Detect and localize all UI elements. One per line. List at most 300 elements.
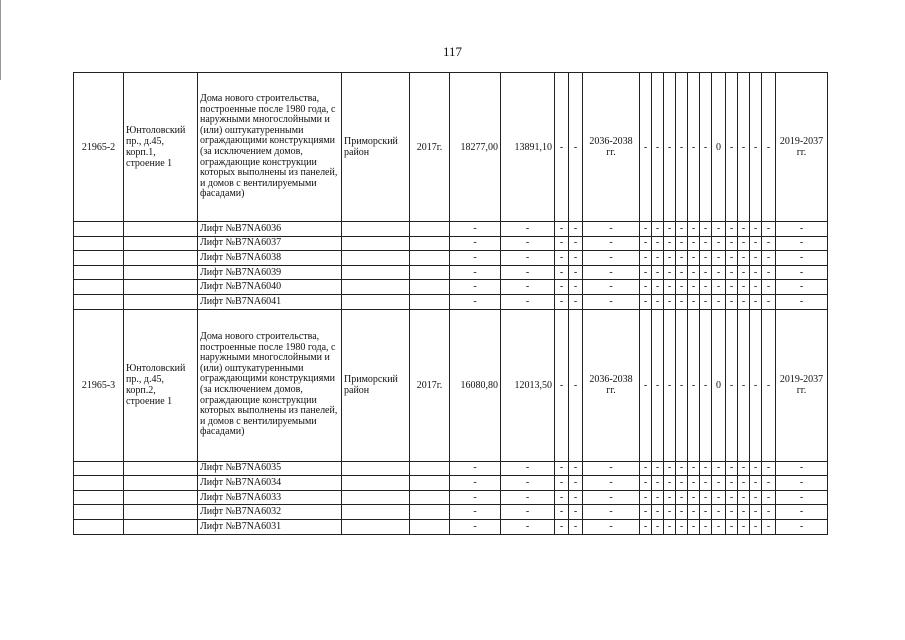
address: Юнтоловский пр., д.45, корп.1, строение 1 [124,73,198,222]
dash-cell: - [750,222,762,237]
dash-cell: - [738,476,750,491]
dash-cell: - [700,309,712,461]
dash-cell: - [738,505,750,520]
record-id: 21965-2 [74,73,124,222]
dash-cell: - [688,505,700,520]
lift-row [74,236,828,251]
dash-cell: - [726,73,738,222]
dash-cell: - [583,265,640,280]
dash-cell: - [776,461,828,476]
empty-cell [74,251,124,266]
dash-cell: - [664,73,676,222]
empty-cell [124,461,198,476]
dash-cell: - [652,476,664,491]
empty-cell [410,222,450,237]
record-row [74,309,828,461]
dash-cell: - [738,309,750,461]
dash-cell: - [688,280,700,295]
dash-cell: - [555,236,569,251]
record-row [74,73,828,222]
dash-cell: - [569,251,583,266]
empty-cell [124,251,198,266]
dash-cell: - [726,222,738,237]
lift-name: Лифт №B7NA6032 [198,505,342,520]
empty-cell [342,222,410,237]
table-body [74,73,828,535]
empty-cell [124,476,198,491]
dash-cell: - [640,294,652,309]
dash-cell: - [762,280,776,295]
dash-cell: - [569,505,583,520]
dash-cell: - [676,73,688,222]
dash-cell: - [738,294,750,309]
dash-cell: - [738,265,750,280]
dash-cell: - [583,490,640,505]
district: Приморский район [342,73,410,222]
dash-cell: - [450,280,501,295]
empty-cell [74,519,124,534]
dash-cell: - [676,265,688,280]
dash-cell: - [688,490,700,505]
dash-cell: - [726,251,738,266]
zero-cell: 0 [712,309,726,461]
dash-cell: - [555,294,569,309]
empty-cell [124,222,198,237]
dash-cell: - [569,309,583,461]
dash-cell: - [640,519,652,534]
dash-cell: - [750,280,762,295]
dash-cell: - [555,461,569,476]
dash-cell: - [652,294,664,309]
dash-cell: - [776,251,828,266]
dash-cell: - [762,236,776,251]
year: 2017г. [410,73,450,222]
dash-cell: - [583,476,640,491]
dash-cell: - [726,461,738,476]
dash-cell: - [688,265,700,280]
dash-cell: - [750,251,762,266]
dash-cell: - [762,476,776,491]
empty-cell [124,280,198,295]
dash-cell: - [664,236,676,251]
lift-row [74,222,828,237]
lift-row [74,519,828,534]
dash-cell: - [583,461,640,476]
dash-cell: - [676,519,688,534]
lift-name: Лифт №B7NA6041 [198,294,342,309]
lift-row [74,251,828,266]
dash-cell: - [583,222,640,237]
dash-cell: - [712,294,726,309]
dash-cell: - [750,476,762,491]
dash-cell: - [450,476,501,491]
scan-edge [0,0,4,80]
dash-cell: - [652,265,664,280]
dash-cell: - [750,294,762,309]
dash-cell: - [569,519,583,534]
lift-name: Лифт №B7NA6036 [198,222,342,237]
dash-cell: - [738,280,750,295]
empty-cell [74,265,124,280]
dash-cell: - [569,265,583,280]
dash-cell: - [555,73,569,222]
dash-cell: - [726,265,738,280]
description: Дома нового строительства, построенные после 1980 года, с наружными многослойными и (или) оштукатуренными ограждающими конструкциями (за исключением домов, ограждающие конструкции которых выполнены из панелей, и домов с вентилируемыми фасадами) [198,73,342,222]
dash-cell: - [664,222,676,237]
dash-cell: - [712,265,726,280]
dash-cell: - [555,505,569,520]
dash-cell: - [712,280,726,295]
dash-cell: - [652,461,664,476]
dash-cell: - [501,265,555,280]
dash-cell: - [664,490,676,505]
dash-cell: - [700,505,712,520]
dash-cell: - [676,476,688,491]
dash-cell: - [640,222,652,237]
dash-cell: - [700,519,712,534]
dash-cell: - [640,265,652,280]
empty-cell [410,236,450,251]
dash-cell: - [776,476,828,491]
dash-cell: - [776,490,828,505]
record-id: 21965-3 [74,309,124,461]
dash-cell: - [738,519,750,534]
dash-cell: - [762,294,776,309]
address: Юнтоловский пр., д.45, корп.2, строение 1 [124,309,198,461]
dash-cell: - [776,505,828,520]
empty-cell [410,251,450,266]
empty-cell [342,519,410,534]
dash-cell: - [569,461,583,476]
repair-period: 2036-2038 гг. [583,73,640,222]
lift-row [74,280,828,295]
dash-cell: - [688,309,700,461]
dash-cell: - [569,222,583,237]
dash-cell: - [712,461,726,476]
dash-cell: - [750,73,762,222]
register-table [73,72,828,535]
empty-cell [342,251,410,266]
lift-name: Лифт №B7NA6031 [198,519,342,534]
dash-cell: - [750,505,762,520]
dash-cell: - [640,280,652,295]
dash-cell: - [501,236,555,251]
dash-cell: - [664,251,676,266]
lift-row [74,461,828,476]
dash-cell: - [555,251,569,266]
dash-cell: - [776,236,828,251]
dash-cell: - [555,519,569,534]
dash-cell: - [450,519,501,534]
empty-cell [410,519,450,534]
dash-cell: - [762,461,776,476]
dash-cell: - [688,222,700,237]
dash-cell: - [555,490,569,505]
dash-cell: - [726,490,738,505]
dash-cell: - [750,461,762,476]
district: Приморский район [342,309,410,461]
dash-cell: - [676,309,688,461]
lift-row [74,505,828,520]
lift-row [74,294,828,309]
empty-cell [74,236,124,251]
empty-cell [124,505,198,520]
dash-cell: - [738,490,750,505]
empty-cell [410,461,450,476]
dash-cell: - [664,309,676,461]
empty-cell [342,476,410,491]
area-total: 18277,00 [450,73,501,222]
dash-cell: - [640,476,652,491]
dash-cell: - [712,490,726,505]
dash-cell: - [583,251,640,266]
dash-cell: - [652,236,664,251]
empty-cell [74,476,124,491]
lift-name: Лифт №B7NA6033 [198,490,342,505]
dash-cell: - [640,490,652,505]
dash-cell: - [762,222,776,237]
dash-cell: - [700,461,712,476]
dash-cell: - [750,309,762,461]
dash-cell: - [726,505,738,520]
dash-cell: - [726,294,738,309]
dash-cell: - [569,294,583,309]
dash-cell: - [712,476,726,491]
empty-cell [124,519,198,534]
dash-cell: - [700,476,712,491]
dash-cell: - [738,73,750,222]
dash-cell: - [583,505,640,520]
dash-cell: - [652,73,664,222]
description: Дома нового строительства, построенные после 1980 года, с наружными многослойными и (или) оштукатуренными ограждающими конструкциями (за исключением домов, ограждающие конструкции которых выполнены из панелей, и домов с вентилируемыми фасадами) [198,309,342,461]
dash-cell: - [501,251,555,266]
dash-cell: - [569,490,583,505]
empty-cell [74,294,124,309]
dash-cell: - [450,490,501,505]
dash-cell: - [640,73,652,222]
dash-cell: - [664,294,676,309]
dash-cell: - [762,505,776,520]
dash-cell: - [762,309,776,461]
dash-cell: - [676,461,688,476]
lift-name: Лифт №B7NA6035 [198,461,342,476]
dash-cell: - [738,222,750,237]
dash-cell: - [688,251,700,266]
dash-cell: - [450,505,501,520]
area-living: 12013,50 [501,309,555,461]
dash-cell: - [726,309,738,461]
empty-cell [410,280,450,295]
dash-cell: - [569,73,583,222]
lift-name: Лифт №B7NA6037 [198,236,342,251]
dash-cell: - [640,236,652,251]
dash-cell: - [776,222,828,237]
dash-cell: - [712,236,726,251]
dash-cell: - [450,236,501,251]
lift-name: Лифт №B7NA6034 [198,476,342,491]
dash-cell: - [676,490,688,505]
empty-cell [124,294,198,309]
dash-cell: - [583,519,640,534]
dash-cell: - [664,505,676,520]
dash-cell: - [583,280,640,295]
dash-cell: - [640,309,652,461]
empty-cell [342,236,410,251]
dash-cell: - [664,476,676,491]
dash-cell: - [700,490,712,505]
dash-cell: - [726,476,738,491]
empty-cell [410,265,450,280]
empty-cell [124,490,198,505]
empty-cell [74,461,124,476]
dash-cell: - [676,294,688,309]
dash-cell: - [762,519,776,534]
dash-cell: - [676,280,688,295]
dash-cell: - [726,280,738,295]
dash-cell: - [688,73,700,222]
dash-cell: - [700,251,712,266]
dash-cell: - [688,476,700,491]
dash-cell: - [762,251,776,266]
last-period: 2019-2037 гг. [776,73,828,222]
dash-cell: - [700,222,712,237]
repair-period: 2036-2038 гг. [583,309,640,461]
dash-cell: - [583,236,640,251]
lift-name: Лифт №B7NA6039 [198,265,342,280]
dash-cell: - [738,251,750,266]
dash-cell: - [712,505,726,520]
dash-cell: - [652,505,664,520]
lift-name: Лифт №B7NA6038 [198,251,342,266]
dash-cell: - [450,251,501,266]
dash-cell: - [501,519,555,534]
dash-cell: - [712,251,726,266]
dash-cell: - [750,236,762,251]
dash-cell: - [688,236,700,251]
dash-cell: - [726,519,738,534]
dash-cell: - [776,265,828,280]
dash-cell: - [688,519,700,534]
last-period: 2019-2037 гг. [776,309,828,461]
dash-cell: - [700,280,712,295]
dash-cell: - [664,265,676,280]
dash-cell: - [776,294,828,309]
empty-cell [410,476,450,491]
dash-cell: - [664,519,676,534]
empty-cell [410,490,450,505]
dash-cell: - [555,280,569,295]
dash-cell: - [569,236,583,251]
dash-cell: - [501,476,555,491]
dash-cell: - [652,309,664,461]
dash-cell: - [652,519,664,534]
empty-cell [342,490,410,505]
empty-cell [74,505,124,520]
dash-cell: - [676,222,688,237]
dash-cell: - [652,490,664,505]
dash-cell: - [501,222,555,237]
dash-cell: - [501,280,555,295]
dash-cell: - [700,236,712,251]
page-number: 117 [442,44,463,59]
dash-cell: - [450,294,501,309]
dash-cell: - [450,461,501,476]
dash-cell: - [555,265,569,280]
empty-cell [410,294,450,309]
dash-cell: - [762,265,776,280]
dash-cell: - [501,490,555,505]
empty-cell [74,490,124,505]
dash-cell: - [555,476,569,491]
dash-cell: - [664,280,676,295]
dash-cell: - [712,519,726,534]
dash-cell: - [569,476,583,491]
dash-cell: - [501,461,555,476]
dash-cell: - [688,294,700,309]
dash-cell: - [640,505,652,520]
lift-row [74,490,828,505]
dash-cell: - [700,73,712,222]
dash-cell: - [640,251,652,266]
dash-cell: - [501,294,555,309]
dash-cell: - [750,519,762,534]
dash-cell: - [569,280,583,295]
year: 2017г. [410,309,450,461]
dash-cell: - [652,280,664,295]
dash-cell: - [762,490,776,505]
dash-cell: - [750,265,762,280]
dash-cell: - [676,251,688,266]
dash-cell: - [776,519,828,534]
empty-cell [124,236,198,251]
lift-name: Лифт №B7NA6040 [198,280,342,295]
dash-cell: - [750,490,762,505]
dash-cell: - [676,505,688,520]
dash-cell: - [762,73,776,222]
dash-cell: - [652,222,664,237]
area-total: 16080,80 [450,309,501,461]
empty-cell [342,280,410,295]
empty-cell [342,294,410,309]
zero-cell: 0 [712,73,726,222]
dash-cell: - [450,222,501,237]
dash-cell: - [555,222,569,237]
dash-cell: - [688,461,700,476]
dash-cell: - [664,461,676,476]
dash-cell: - [712,222,726,237]
dash-cell: - [738,236,750,251]
dash-cell: - [726,236,738,251]
dash-cell: - [776,280,828,295]
dash-cell: - [700,294,712,309]
dash-cell: - [640,461,652,476]
dash-cell: - [501,505,555,520]
dash-cell: - [652,251,664,266]
empty-cell [74,222,124,237]
empty-cell [342,505,410,520]
empty-cell [342,265,410,280]
area-living: 13891,10 [501,73,555,222]
empty-cell [74,280,124,295]
empty-cell [342,461,410,476]
empty-cell [410,505,450,520]
dash-cell: - [583,294,640,309]
lift-row [74,476,828,491]
lift-row [74,265,828,280]
dash-cell: - [555,309,569,461]
empty-cell [124,265,198,280]
dash-cell: - [676,236,688,251]
